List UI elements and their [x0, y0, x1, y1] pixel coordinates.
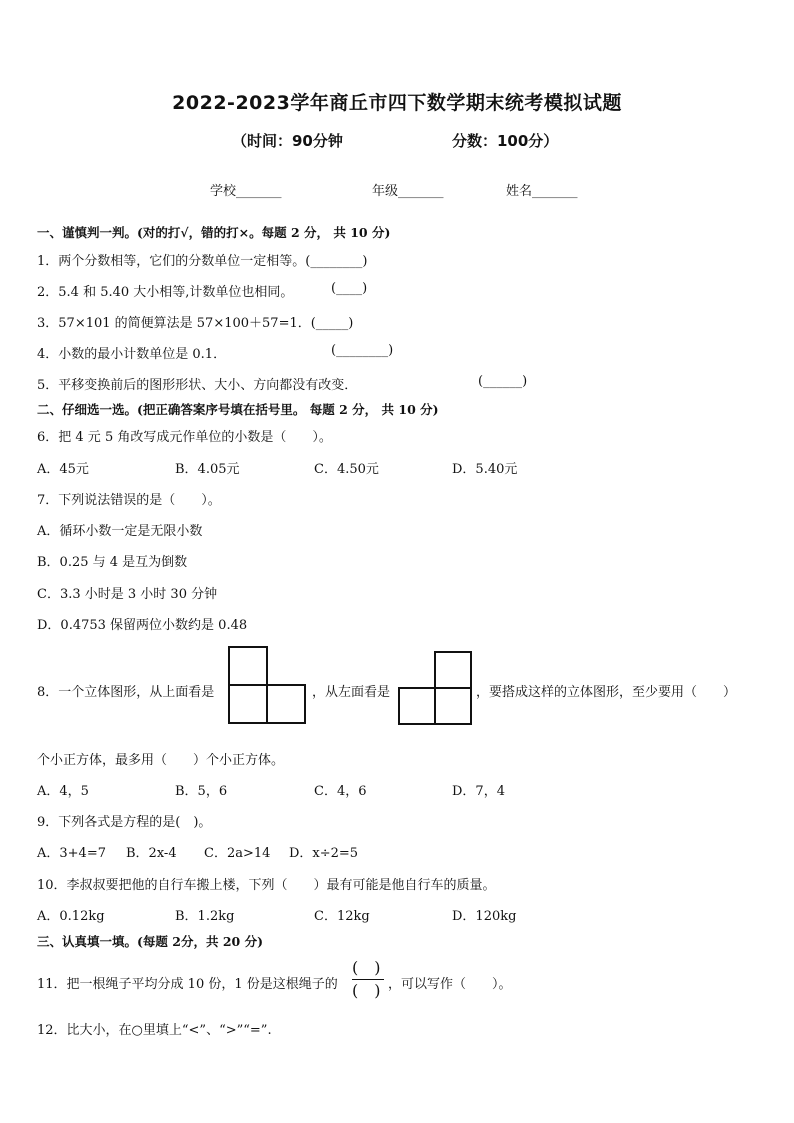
question-9-option-c: C．2a>14 [204, 846, 271, 861]
question-2: 2．5.4 和 5.40 大小相等,计数单位也相同。 [37, 285, 294, 300]
top-view-figure [228, 646, 306, 724]
left-view-square [398, 687, 436, 725]
question-1: 1．两个分数相等，它们的分数单位一定相等。(________) [37, 254, 368, 269]
question-10-option-c: C．12kg [314, 909, 370, 924]
top-view-square [228, 684, 268, 724]
question-8-option-b: B．5，6 [175, 784, 228, 799]
question-5: 5．平移变换前后的图形形状、大小、方向都没有改变． [37, 378, 358, 393]
question-8-option-a: A．4，5 [37, 784, 89, 799]
question-3: 3．57×101 的简便算法是 57×100＋57=1．(_____) [37, 316, 354, 331]
question-6: 6．把 4 元 5 角改写成元作单位的小数是（ ）。 [37, 430, 332, 445]
question-12: 12．比大小，在○里填上“<”、“>”“=”. [37, 1023, 272, 1038]
fraction-blank [350, 960, 386, 1000]
question-8-option-c: C．4，6 [314, 784, 367, 799]
question-8-part-3: ，要搭成这样的立体图形，至少要用（ ） [476, 685, 737, 700]
question-11-part-1: 11．把一根绳子平均分成 10 份，1 份是这根绳子的 [37, 977, 338, 992]
school-field: 学校_______ [210, 184, 282, 199]
question-9-option-b: B．2x-4 [126, 846, 177, 861]
question-10-option-b: B．1.2kg [175, 909, 235, 924]
question-7-option-b: B．0.25 与 4 是互为倒数 [37, 555, 188, 570]
top-view-square [228, 646, 268, 686]
question-8-part-4: 个小正方体，最多用（ ）个小正方体。 [37, 753, 285, 768]
name-field: 姓名_______ [506, 184, 578, 199]
question-7-option-d: D．0.4753 保留两位小数约是 0.48 [37, 618, 248, 633]
question-8-option-d: D．7，4 [452, 784, 505, 799]
question-4: 4．小数的最小计数单位是 0.1． [37, 347, 227, 362]
question-6-option-a: A．45元 [37, 462, 89, 477]
question-5-blank: (______) [478, 374, 528, 389]
question-10-option-a: A．0.12kg [37, 909, 105, 924]
section-1-heading: 一、谨慎判一判。(对的打√，错的打×。每题 2 分， 共 10 分) [37, 225, 391, 240]
question-8-part-1: 8．一个立体图形，从上面看是 [37, 685, 215, 700]
fraction-denominator: ( ) [352, 981, 381, 1000]
fraction-numerator: ( ) [352, 958, 381, 977]
left-view-square [434, 687, 472, 725]
question-8-part-2: ，从左面看是 [312, 685, 391, 700]
question-7: 7．下列说法错误的是（ ）。 [37, 493, 221, 508]
question-4-blank: (________) [331, 343, 394, 358]
question-7-option-c: C．3.3 小时是 3 小时 30 分钟 [37, 587, 218, 602]
exam-score: 分数：100分） [452, 132, 559, 150]
question-11-part-2: ，可以写作（ ）。 [388, 977, 512, 992]
question-6-option-c: C．4.50元 [314, 462, 379, 477]
grade-field: 年级_______ [372, 184, 444, 199]
question-10: 10．李叔叔要把他的自行车搬上楼，下列（ ）最有可能是他自行车的质量。 [37, 878, 496, 893]
top-view-square [266, 684, 306, 724]
section-3-heading: 三、认真填一填。(每题 2分，共 20 分) [37, 934, 263, 949]
page-title: 2022-2023学年商丘市四下数学期末统考模拟试题 [172, 92, 622, 114]
exam-time: （时间：90分钟 [232, 132, 343, 150]
question-9-option-a: A．3+4=7 [37, 846, 106, 861]
section-2-heading: 二、仔细选一选。(把正确答案序号填在括号里。 每题 2 分， 共 10 分) [37, 402, 439, 417]
question-9-option-d: D．x÷2=5 [289, 846, 359, 861]
question-6-option-d: D．5.40元 [452, 462, 518, 477]
left-view-square [434, 651, 472, 689]
question-10-option-d: D．120kg [452, 909, 517, 924]
question-7-option-a: A．循环小数一定是无限小数 [37, 524, 203, 539]
question-2-blank: (____) [331, 281, 368, 296]
question-6-option-b: B．4.05元 [175, 462, 240, 477]
left-view-figure [398, 651, 472, 725]
question-9: 9．下列各式是方程的是( )。 [37, 815, 212, 830]
fraction-bar [352, 979, 384, 980]
